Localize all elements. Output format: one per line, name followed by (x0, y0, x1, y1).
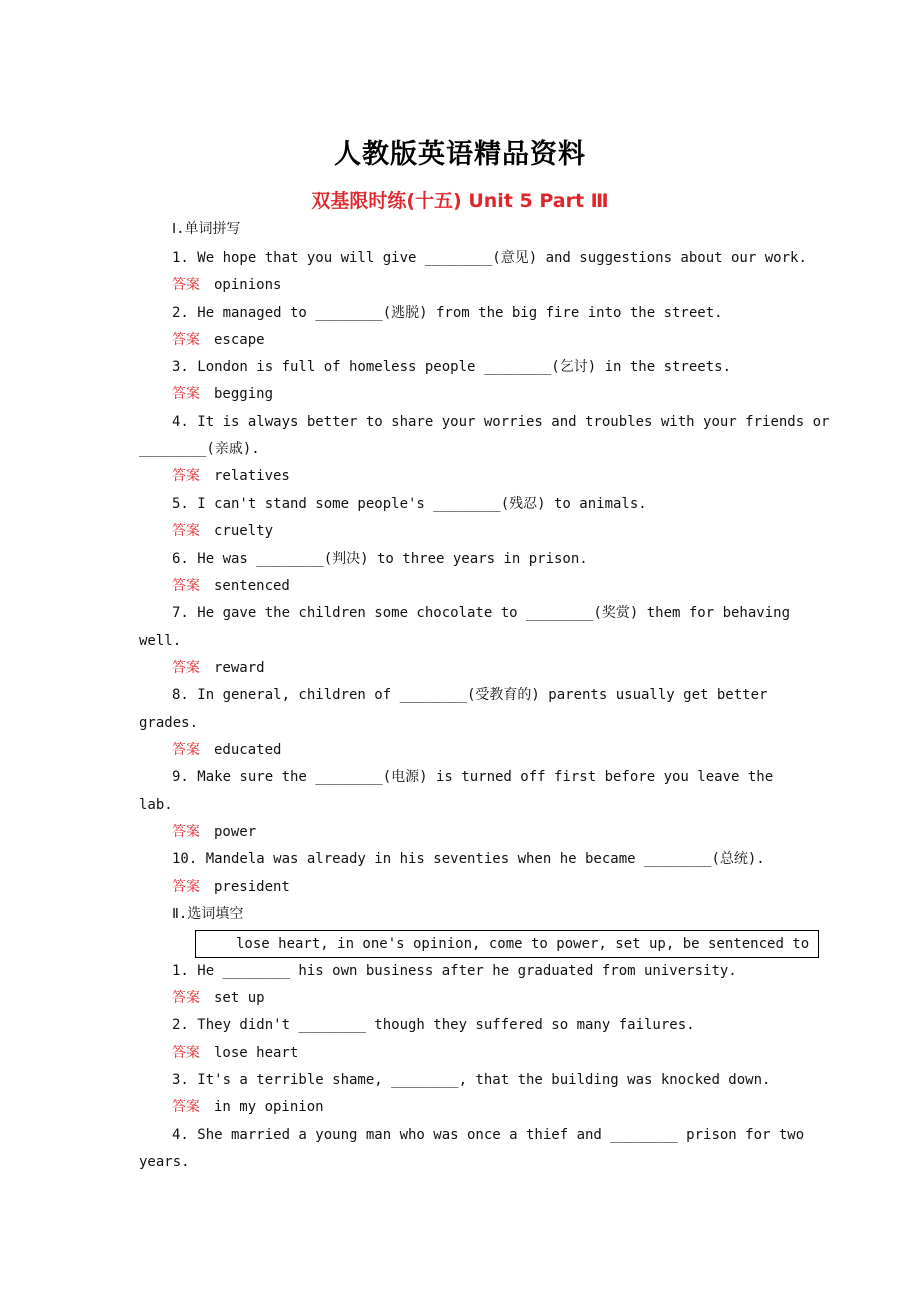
answer-text: opinions (214, 277, 282, 293)
section-2-heading: Ⅱ.选词填空 (172, 906, 244, 922)
answer-label: 答案 (172, 386, 200, 402)
answer-text: reward (214, 660, 265, 676)
question-9: 9. Make sure the ________(电源) is turned off first before you leave the (172, 769, 774, 785)
answer-label: 答案 (172, 742, 200, 758)
answer-label: 答案 (172, 824, 200, 840)
answer-label: 答案 (172, 468, 200, 484)
answer-text: president (214, 879, 290, 895)
answer-text: power (214, 824, 257, 840)
answer-text: escape (214, 332, 265, 348)
question-4-cont: ________(亲戚). (139, 441, 260, 457)
answer-text: lose heart (214, 1045, 299, 1061)
question-6: 6. He was ________(判决) to three years in prison. (172, 551, 588, 567)
answer-text: relatives (214, 468, 290, 484)
fill-answer-2 (172, 1040, 808, 1067)
answer-text: in my opinion (214, 1099, 324, 1115)
answer-5 (172, 518, 808, 545)
question-8-cont: grades. (139, 715, 199, 731)
answer-label: 答案 (172, 1099, 200, 1115)
answer-9 (172, 819, 808, 846)
answer-text: set up (214, 990, 265, 1006)
answer-2 (172, 327, 808, 354)
question-2: 2. He managed to ________(逃脱) from the big fire into the street. (172, 305, 723, 321)
answer-7 (172, 655, 808, 682)
question-1: 1. We hope that you will give ________(意见) and suggestions about our work. (172, 250, 807, 266)
question-10: 10. Mandela was already in his seventies when he became ________(总统). (172, 851, 765, 867)
question-4: 4. It is always better to share your worries and troubles with your friends or (172, 414, 830, 430)
question-8: 8. In general, children of ________(受教育的) parents usually get better (172, 687, 768, 703)
word-bank-box: lose heart, in one's opinion, come to power, set up, be sentenced to (195, 930, 819, 958)
question-7: 7. He gave the children some chocolate to ________(奖赏) them for behaving (172, 605, 791, 621)
section-1-heading: Ⅰ.单词拼写 (172, 221, 241, 237)
answer-label: 答案 (172, 332, 200, 348)
answer-6 (172, 573, 808, 600)
answer-label: 答案 (172, 660, 200, 676)
answer-label: 答案 (172, 1045, 200, 1061)
answer-3 (172, 381, 808, 408)
fill-question-3: 3. It's a terrible shame, ________, that the building was knocked down. (172, 1072, 771, 1088)
answer-8 (172, 737, 808, 764)
question-9-cont: lab. (139, 797, 173, 813)
fill-question-1: 1. He ________ his own business after he graduated from university. (172, 963, 737, 979)
question-7-cont: well. (139, 633, 182, 649)
answer-text: begging (214, 386, 274, 402)
fill-question-2: 2. They didn't ________ though they suffered so many failures. (172, 1017, 695, 1033)
fill-answer-3 (172, 1094, 808, 1121)
answer-label: 答案 (172, 578, 200, 594)
answer-4 (172, 463, 808, 490)
answer-text: cruelty (214, 523, 274, 539)
fill-question-4: 4. She married a young man who was once a thief and ________ prison for two (172, 1127, 805, 1143)
question-3: 3. London is full of homeless people ________(乞讨) in the streets. (172, 359, 732, 375)
question-5: 5. I can't stand some people's ________(残忍) to animals. (172, 496, 647, 512)
page-subtitle: 双基限时练(十五) Unit 5 Part Ⅲ (311, 190, 609, 212)
answer-label: 答案 (172, 990, 200, 1006)
answer-text: sentenced (214, 578, 290, 594)
fill-answer-1 (172, 985, 808, 1012)
page-title: 人教版英语精品资料 (334, 139, 586, 170)
answer-1 (172, 272, 808, 299)
answer-label: 答案 (172, 277, 200, 293)
answer-text: educated (214, 742, 282, 758)
answer-label: 答案 (172, 879, 200, 895)
fill-question-4-cont: years. (139, 1154, 190, 1170)
answer-10 (172, 874, 808, 901)
answer-label: 答案 (172, 523, 200, 539)
